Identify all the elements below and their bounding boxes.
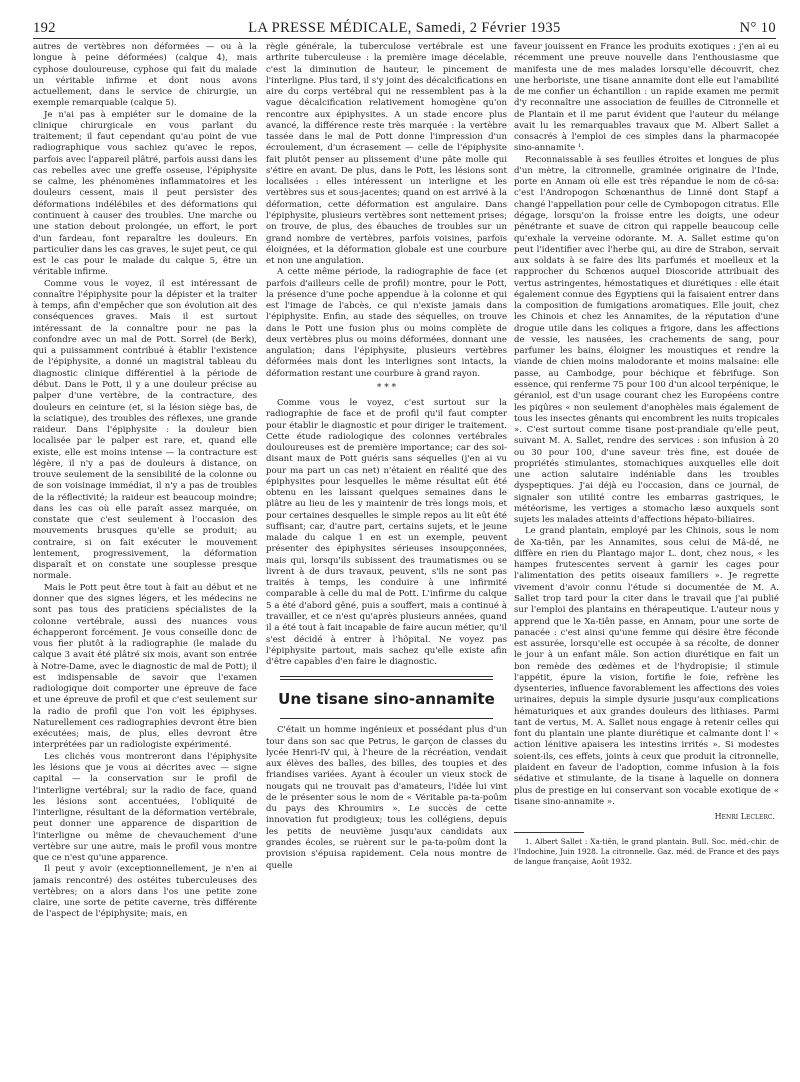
paragraph: Je n'ai pas à empiéter sur le domaine de la clinique chirurgicale en vous parlant du traitement; il faut cependant qu'au point de vue radiographique vous sachiez qu'avec le repos, parfois avec l'appareil plâtré, parfois aussi dans les cas rebelles avec une greffe osseuse, l'épiphysite se calme, les phénomènes inflammatoires et les douleurs cessent, mais il peut persister des déformations indélébiles et des déformations qui continuent à causer des troubles. Une marche ou une station debout prolongée, un effort, le port d'un fardeau, font reparaître les douleurs. En particulier dans les cas graves, le sujet peut, ce qui est le cas pour le malade du calque 5, être un véritable infirme. [33,109,257,278]
issue-number: N° 10 [739,20,776,36]
page-number: 192 [33,20,56,36]
author-signature: Henri Leclerc. [714,812,775,822]
title-rule-top [280,676,493,677]
paragraph: Comme vous le voyez, il est intéressant de connaître l'épiphysite pour la dépister et la traiter à temps, afin d'empêcher que son évolution ait des conséquences graves. Mais il est surtout intéressant de la connaître pour ne pas la confondre avec un mal de Pott. Sorrel (de Berk), qui a puissamment contribué à établir l'existence de l'épiphysite, a donné un magistral tableau du diagnostic clinique différentiel à la période de début. Dans le Pott, il y a une douleur précise au palper d'une vertèbre, de la contracture, des douleurs en ceinture (et, si la lésion siège bas, de la sciatique), des troubles des réflexes, une grande raideur. Dans l'épiphysite : la douleur bien localisée par le palper est rare, et, quand elle existe, elle est moins intense — la contracture est légère, il n'y a pas de douleurs à distance, on trouve seulement de la sensibilité de la colonne ou de son voisinage immédiat, il n'y a pas de troubles de la réflectivité; la raideur est beaucoup moindre; dans les cas où elle paraît assez marquée, on constate que c'est seulement à l'occasion des mouvements brusques qu'elle se produit; au contraire, si on fait exécuter le mouvement lentement, progressivement, la déformation disparaît et on constate une souplesse presque normale. [33,278,257,582]
paragraph: autres de vertèbres non déformées — ou à la longue à peine déformées) (calque 4), mais cyphose douloureuse, cyphose qui fait du malade un véritable infirme et dont nous avons actuellement, dans le service de chirurgie, un exemple remarquable (calque 5). [33,42,257,109]
paragraph: Il peut y avoir (exceptionnellement, je n'en ai jamais rencontré) des ostéites tuberculeuses des vertèbres; on a alors dans l'os une petite zone claire, une sorte de petite caverne, très différente de l'aspect de l'épiphysite; mais, en [33,864,257,920]
paragraph: Mais le Pott peut être tout à fait au début et ne donner que des signes légers, et les médecins ne sont pas tous des praticiens spécialistes de la colonne vertébrale, aussi des nuances vous échapperont forcément. Je vous conseille donc de vous fier plutôt à la radiographie (le malade du calque 3 avait été plâtré six mois, avant son entrée à Notre-Dame, avec le diagnostic de mal de Pott); il est indispensable de savoir que l'examen radiologique doit comporter une épreuve de face et une épreuve de profil et que c'est seulement sur la radio de profil que l'on voit les épiphyses. Naturellement ces radiographies devront être bien exécutées; mais, de plus, elles devront être interprétées par un radiologiste expérimenté. [33,582,257,751]
footnote: 1. Albert Sallet : Xa-tiên, le grand plantain. Bull. Soc. méd.-chir. de l'Indochine, Juin 1928. La citronnelle. Gaz. méd. de France et des pays de langue française, Août 1932. [514,837,779,866]
title-rule-bottom [280,718,493,719]
paragraph: Le grand plantain, employé par les Chinois, sous le nom de Xa-tiên, par les Annamites, sous celui de Mâ-dé, ne diffère en rien du Plantago major L. dont, chez nous, « les hampes frutescentes servent à garnir les cages pour l'alimentation des petits oiseaux familiers ». Je regrette vivement d'avoir connu l'étude si documentée de M. A. Sallet trop tard pour la citer dans le travail que j'ai publié sur l'emploi des plantains en thérapeutique. L'auteur nous y apprend que le Xa-tiên passe, en Annam, pour une sorte de panacée : c'est ainsi qu'une femme qui désire être féconde est assurée, lorsqu'elle est occupée à sa récolte, de donner le jour à un enfant mâle. Son action diurétique en fait un bon remède des œdèmes et de l'hydropisie; il stimule l'appétit, épure la vision, fortifie le foie, refrène les dysenteries, influence favorablement les affections des voies urinaires, depuis la simple dysurie jusqu'aux complications hématuriques et aux grandes douleurs des lithiases. Parmi tant de vertus, M. A. Sallet nous engage à retenir celles qui font du plantain une plante diurétique et calmante dont l' « action lénitive apaisera les intestins irrités ». Si modestes soient-ils, ces effets, joints à ceux que produit la citronnelle, plaident en faveur de l'adoption, comme infusion à la fois sédative et stimulante, de la tisane à laquelle on donnera plus de prestige en lui conservant son vocable exotique de « tisane sino-annamite ». [514,526,779,807]
column-1 [33,42,257,1072]
section-separator: * * * [376,382,397,393]
paragraph: Reconnaissable à ses feuilles étroites et longues de plus d'un mètre, la citronnelle, graminée originaire de l'Inde, porte en Annam où elle est très répandue le nom de cô-sa: c'est l'Andropogon Schœnanthus de Linné dont Stapf a changé l'appellation pour celle de Cymbopogon citratus. Elle dégage, lorsqu'on la froisse entre les doigts, une odeur pénétrante et suave de citron qui rappelle beaucoup celle qu'exhale la verveine odorante. M. A. Sallet estime qu'on peut l'identifier avec l'herbe qui, au dire de Strabon, servait aux soldats à se faire des lits parfumés et moelleux et la rapprocher du Schœnos auquel Dioscoride attribuait des vertus astringentes, hémostatiques et diurétiques : elle était également connue des Égyptiens qui la faisaient entrer dans la composition de fumigations aromatiques. Elle jouit, chez les Chinois et chez les Annamites, de la réputation d'une drogue utile dans les coliques a frigore, dans les affections de vessie, les nausées, les crachements de sang, pour parfumer les bains, éloigner les moustiques et rendre la viande de chien moins malodorante et moins malsaine: elle passe, au Cambodge, pour béchique et fébrifuge. Son essence, qui renferme 75 pour 100 d'un alcool terpénique, le géraniol, est d'un usage courant chez les Européens contre les piqûres « non seulement d'anophèles mais également de tous les insectes gênants qui encombrent les nuits tropicales ». C'est surtout comme tisane post-prandiale qu'elle peut, suivant M. A. Sallet, rendre des services : son infusion à 20 ou 30 pour 100, d'une saveur très fine, est douée de propriétés stimulantes, stomachiques auxquelles elle doit une action salutaire indéniable dans les troubles dyspeptiques. J'ai déjà eu l'occasion, dans ce journal, de signaler son utilité contre les embarras gastriques, le météorisme, les vertiges a stomacho læso auxquels sont sujets les malades atteints d'affections hépato-biliaires. [514,154,779,526]
column-2 [266,42,507,1072]
header-rule [33,38,776,39]
paragraph: Les clichés vous montreront dans l'épiphysite les lésions que je vous ai décrites avec — signe capital — la conservation sur le profil de l'interligne vertébral; sur la radio de face, quand les lésions sont accentuées, l'obliquité de l'interligne, résultant de la déformation vertébrale, peut donner une apparence de disparition de l'interligne ou même de chevauchement d'une vertèbre sur une autre, mais le profil vous montre que ce n'est qu'une apparence. [33,751,257,864]
journal-title: LA PRESSE MÉDICALE, Samedi, 2 Février 1935 [248,20,561,36]
title-rule-top-2 [280,679,493,680]
column-3 [514,42,779,1072]
article-title-block [266,676,507,719]
paragraph: règle générale, la tuberculose vertébrale est une arthrite tuberculeuse : la première image décelable, c'est la diminution de hauteur, le pincement de l'interligne. Plus tard, il s'y joint des décalcifications en aire du corps vertébral qui ne ressemblent pas à la vague décalcification relativement homogène qu'on rencontre aux épiphysites. A un stade encore plus avancé, la différence reste très marquée : la vertèbre tassée dans le mal de Pott donne l'impression d'un écroulement, d'un écrasement — celle de l'épiphysite fait plutôt penser au plissement d'une pâte molle qui s'étire en avant. De plus, dans le Pott, les lésions sont localisées : elles intéressent un interligne et les vertèbres sus et sous-jacentes; quand on est arrivé à la déformation, cette déformation est angulaire. Dans l'épiphysite, plusieurs vertèbres sont nettement prises; on trouve, de plus, des ébauches de troubles sur un grand nombre de vertèbres, parfois voisines, parfois éloignées, et la déformation globale est une courbure et non une angulation. [266,42,507,267]
paragraph: faveur jouissent en France les produits exotiques : j'en ai eu récemment une preuve nouvelle dans l'enthousiasme que manifesta une de mes malades lorsqu'elle découvrit, chez une herboriste, une tisane annamite dont elle eut l'amabilité de me confier un échantillon : un rapide examen me permit d'y reconnaître une association de feuilles de Citronnelle et de Plantain et il me parut évident que l'auteur du mélange avait lu les remarquables travaux que M. Albert Sallet a consacrés à l'emploi de ces simples dans la pharmacopée sino-annamite ¹. [514,42,779,154]
paragraph: Comme vous le voyez, c'est surtout sur la radiographie de face et de profil qu'il faut compter pour établir le diagnostic et pour diriger le traitement. Cette étude radiologique des colonnes vertébrales douloureuses est de première importance; car des soi-disant maux de Pott guéris sans séquelles (j'en ai vu pour ma part un cas net) n'étaient en réalité que des épiphysites pour lesquelles le même résultat eût été obtenu en les laissant quelques semaines dans le plâtre au lieu de les y maintenir de très longs mois, et pour certaines desquelles le simple repos au lit eût été suffisant; car, d'autre part, certains sujets, et le jeune malade du calque 1 en est un exemple, peuvent présenter des épiphysites sérieuses insoupçonnées, mais qui, lorsqu'ils subissent des traumatismes ou se livrent à de durs travaux, peuvent, s'ils ne sont pas traités à temps, les conduire à une infirmité comparable à celle du mal de Pott. L'infirme du calque 5 a été d'abord gêné, puis a souffert, mais a continué à travailler, et ce n'est qu'après plusieurs années, quand il a été tout à fait incapable de faire aucun métier, qu'il s'est décidé à entrer à l'hôpital. Ne voyez pas l'épiphysite partout, mais sachez qu'elle existe afin d'être capables d'en faire le diagnostic. [266,397,507,668]
paragraph: A cette même période, la radiographie de face (et parfois d'ailleurs celle de profil) montre, pour le Pott, la présence d'une poche appendue à la colonne et qui est l'image de l'abcès, ce qui n'existe jamais dans l'épiphysite. Enfin, au stade des séquelles, on trouve dans le Pott une fusion plus ou moins complète de deux vertèbres plus ou moins déformées, donnant une angulation; dans l'épiphysite, plusieurs vertèbres déformées mais dont les interlignes sont intacts, la déformation restant une courbure à grand rayon. [266,267,507,379]
paragraph: C'était un homme ingénieux et possédant plus d'un tour dans son sac que Petrus, le garçon de classes du lycée Henri-IV qui, à l'heure de la récréation, vendait aux élèves des balles, des billes, des toupies et des friandises variées. Ayant à écouler un vieux stock de nougats qui ne trouvait pas d'amateurs, l'idée lui vint de le présenter sous le nom de « Véritable pa-ta-poûm du pays des Khroumirs ». Le succès de cette innovation fut prodigieux; tous les collégiens, depuis les petits de neuvième jusqu'aux candidats aux grandes écoles, se ruèrent sur le pa-ta-poûm dont la provision s'épuisa rapidement. Cela nous montre de quelle [266,725,507,871]
article-title: Une tisane sino-annamite [278,690,495,709]
footnote-rule [514,832,584,833]
